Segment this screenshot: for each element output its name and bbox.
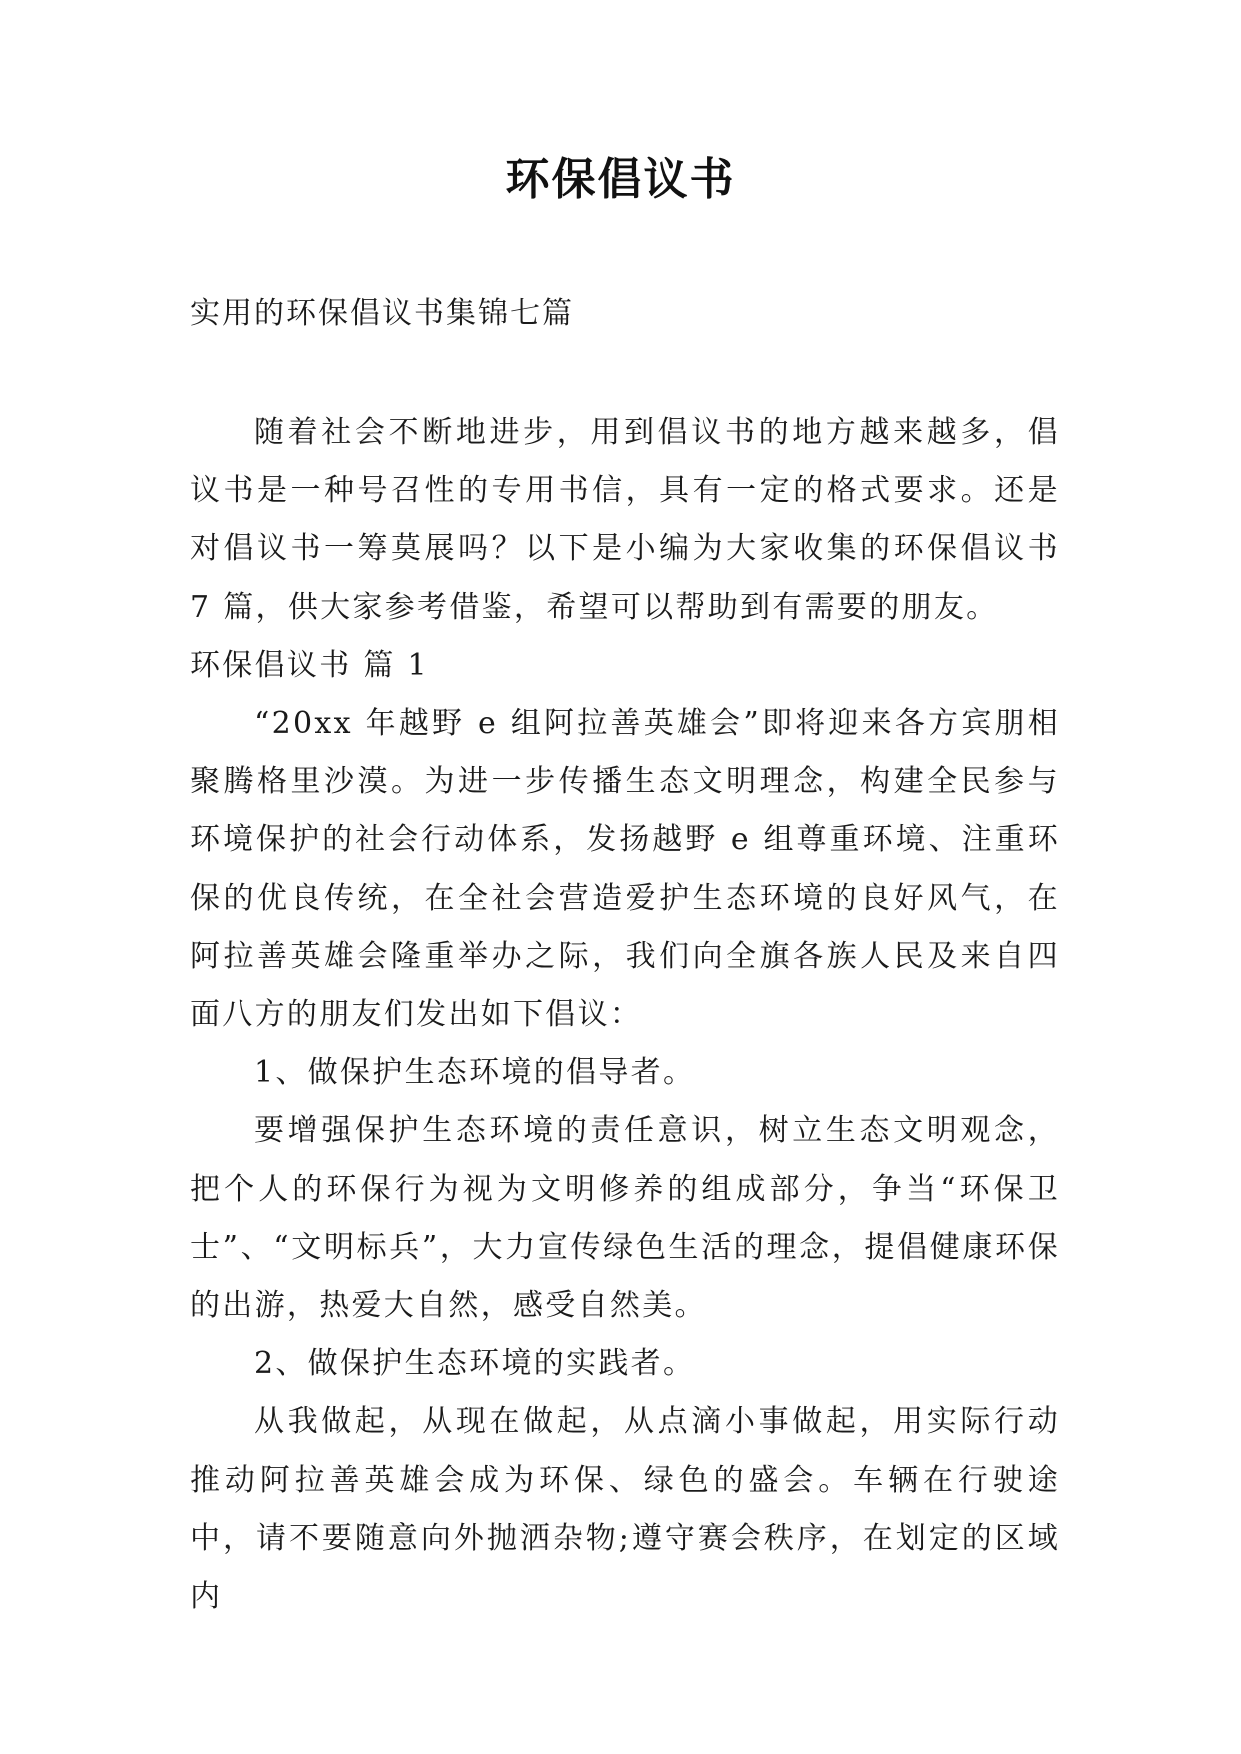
document-subtitle: 实用的环保倡议书集锦七篇 [190,296,574,331]
body-paragraph: 从我做起，从现在做起，从点滴小事做起，用实际行动推动阿拉善英雄会成为环保、绿色的盛会。车辆在行驶途中，请不要随意向外抛洒杂物;遵守赛会秩序，在划定的区域内 [190,1404,1060,1615]
body-paragraph: 要增强保护生态环境的责任意识，树立生态文明观念，把个人的环保行为视为文明修养的组成部分，争当“环保卫士”、“文明标兵”，大力宣传绿色生活的理念，提倡健康环保的出游，热爱大自然，感受自然美。 [190,1113,1060,1324]
document-body [190,404,1060,1626]
intro-paragraph: 随着社会不断地进步，用到倡议书的地方越来越多，倡议书是一种号召性的专用书信，具有一定的格式要求。还是对倡议书一筹莫展吗？以下是小编为大家收集的环保倡议书 7 篇，供大家参考借鉴，希望可以帮助到有需要的朋友。 [190,415,1060,625]
list-item-2: 2、做保护生态环境的实践者。 [254,1346,696,1382]
list-item-1: 1、做保护生态环境的倡导者。 [254,1055,696,1091]
body-paragraph: “20xx 年越野 e 组阿拉善英雄会”即将迎来各方宾朋相聚腾格里沙漠。为进一步传播生态文明理念，构建全民参与环境保护的社会行动体系，发扬越野 e 组尊重环境、注重环保的优良传统，在全社会营造爱护生态环境的良好风气，在阿拉善英雄会隆重举办之际，我们向全旗各族人民及来自四面八方的朋友们发出如下倡议： [190,706,1060,1033]
section-heading-1: 环保倡议书 篇 1 [190,647,429,683]
document-title: 环保倡议书 [505,154,736,205]
